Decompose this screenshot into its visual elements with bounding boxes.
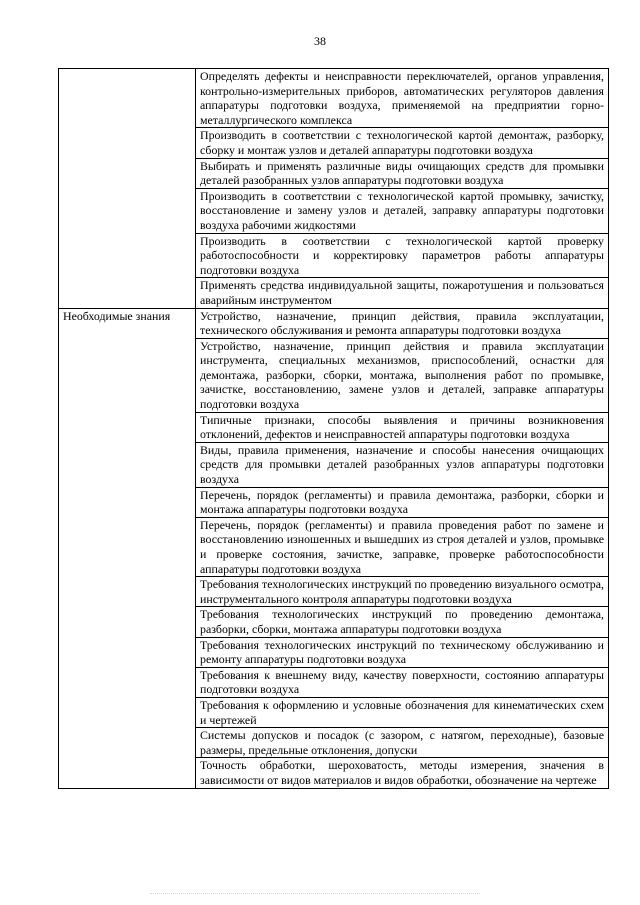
knowledge-item: Типичные признаки, способы выявления и причины возникновения отклонений, дефектов и неисправностей аппаратуры подготовки воздуха — [196, 412, 609, 442]
knowledge-item: Требования технологических инструкций по проведению демонтажа, разборки, сборки, монтажа аппаратуры подготовки воздуха — [196, 607, 609, 637]
knowledge-label-cell — [59, 308, 196, 788]
table-row — [59, 308, 609, 338]
skills-label-cell — [59, 69, 196, 309]
knowledge-item: Перечень, порядок (регламенты) и правила проведения работ по замене и восстановлению изношенных и вышедших из строя деталей и узлов, промывке и проверке состояния, зачистке, заправке, проверке работоспособности аппаратуры подготовки воздуха — [196, 517, 609, 576]
skill-item: Производить в соответствии с технологической картой проверку работоспособности и корректировку параметров работы аппаратуры подготовки воздуха — [196, 233, 609, 278]
knowledge-item: Точность обработки, шероховатость, методы измерения, значения в зависимости от видов материалов и видов обработки, обозначение на чертеже — [196, 758, 609, 788]
knowledge-item: Устройство, назначение, принцип действия и правила эксплуатации инструмента, специальных механизмов, приспособлений, оснастки для демонтажа, разборки, сборки, монтажа, выполнения работ по промывке, зачистке, восстановлению, замене узлов и деталей, заправке аппаратуры подготовки воздуха — [196, 338, 609, 412]
knowledge-item: Требования технологических инструкций по техническому обслуживанию и ремонту аппаратуры подготовки воздуха — [196, 637, 609, 667]
knowledge-item: Виды, правила применения, назначение и способы нанесения очищающих средств для промывки деталей разобранных узлов аппаратуры подготовки воздуха — [196, 442, 609, 487]
skill-item: Определять дефекты и неисправности переключателей, органов управления, контрольно-измерительных приборов, автоматических регуляторов давления аппаратуры подготовки воздуха, применяемой на предприятии горно-металлургического комплекса — [196, 69, 609, 128]
skill-item: Производить в соответствии с технологической картой промывку, зачистку, восстановление и замену узлов и деталей, заправку аппаратуры подготовки воздуха рабочими жидкостями — [196, 188, 609, 233]
knowledge-item: Перечень, порядок (регламенты) и правила демонтажа, разборки, сборки и монтажа аппаратуры подготовки воздуха — [196, 487, 609, 517]
knowledge-item: Требования к внешнему виду, качеству поверхности, состоянию аппаратуры подготовки воздуха — [196, 667, 609, 697]
knowledge-item: Системы допусков и посадок (с зазором, с натягом, переходные), базовые размеры, предельные отклонения, допуски — [196, 728, 609, 758]
skill-item: Производить в соответствии с технологической картой демонтаж, разборку, сборку и монтаж узлов и деталей аппаратуры подготовки воздуха — [196, 128, 609, 158]
competency-table — [58, 68, 609, 789]
knowledge-item: Требования технологических инструкций по проведению визуального осмотра, инструментального контроля аппаратуры подготовки воздуха — [196, 577, 609, 607]
knowledge-label: Необходимые знания — [63, 308, 171, 323]
knowledge-item: Требования к оформлению и условные обозначения для кинематических схем и чертежей — [196, 697, 609, 727]
skill-item: Применять средства индивидуальной защиты, пожаротушения и пользоваться аварийным инструментом — [196, 278, 609, 308]
page-number: 38 — [314, 34, 326, 48]
skill-item: Выбирать и применять различные виды очищающих средств для промывки деталей разобранных узлов аппаратуры подготовки воздуха — [196, 158, 609, 188]
scan-artifact — [150, 893, 480, 898]
table-row — [59, 69, 609, 128]
knowledge-item: Устройство, назначение, принцип действия, правила эксплуатации, технического обслуживания и ремонта аппаратуры подготовки воздуха — [196, 308, 609, 338]
